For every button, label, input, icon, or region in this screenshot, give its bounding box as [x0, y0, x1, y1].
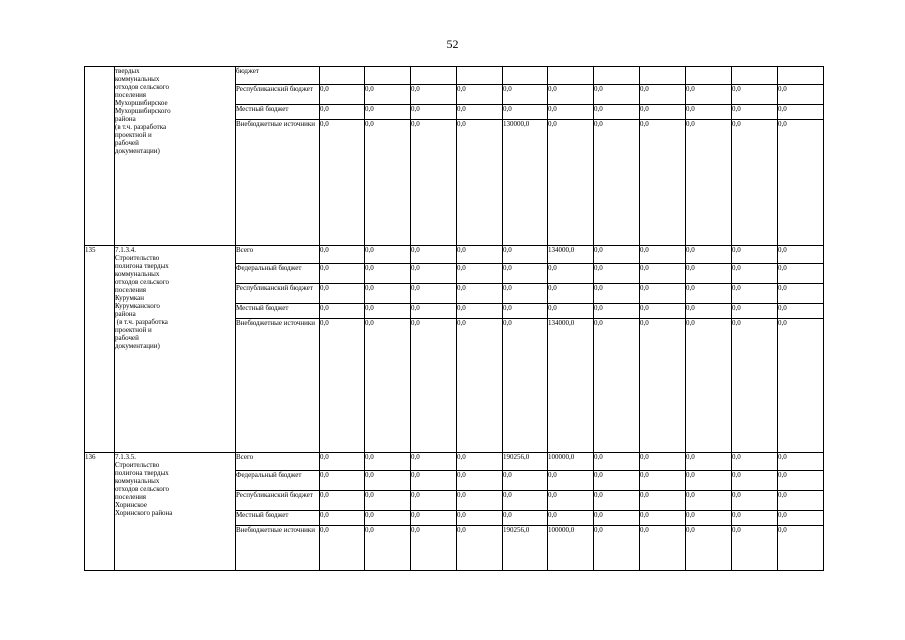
measure-name-line: коммунальных — [115, 477, 160, 485]
value-cell: 0,0 — [732, 471, 778, 491]
measure-name-line: коммунальных — [115, 270, 160, 278]
value-cell: 0,0 — [320, 526, 365, 571]
value-cell: 0,0 — [503, 319, 548, 453]
value-cell: 0,0 — [686, 491, 732, 511]
value-cell: 0,0 — [457, 105, 503, 120]
table-row — [85, 453, 824, 471]
measure-name-line: полигона твердых — [115, 262, 169, 270]
value-cell: 0,0 — [686, 304, 732, 319]
value-cell: 0,0 — [365, 120, 411, 246]
value-cell: 100000,0 — [548, 453, 594, 471]
value-cell: 0,0 — [686, 120, 732, 246]
value-cell: 0,0 — [457, 471, 503, 491]
value-cell: 0,0 — [732, 511, 778, 526]
funding-source: Республиканский бюджет — [236, 491, 320, 511]
value-cell: 0,0 — [732, 304, 778, 319]
value-cell: 0,0 — [594, 491, 640, 511]
funding-source: Внебюджетные источники — [236, 319, 320, 453]
value-cell: 0,0 — [778, 284, 824, 304]
measure-name-line: Строительство — [115, 461, 160, 469]
value-cell: 0,0 — [365, 453, 411, 471]
value-cell: 0,0 — [640, 264, 686, 284]
value-cell: 0,0 — [548, 284, 594, 304]
value-cell: 0,0 — [457, 319, 503, 453]
measure-name — [115, 246, 236, 453]
value-cell: 0,0 — [594, 471, 640, 491]
measure-code: 7.1.3.4. — [115, 246, 136, 254]
value-cell: 0,0 — [503, 284, 548, 304]
value-cell: 0,0 — [778, 304, 824, 319]
value-cell: 0,0 — [411, 85, 457, 105]
funding-source: Федеральный бюджет — [236, 471, 320, 491]
value-cell: 0,0 — [503, 264, 548, 284]
measure-name-line: отходов сельского — [115, 278, 169, 286]
value-cell — [457, 67, 503, 85]
measure-name-line: проектной и — [115, 131, 152, 139]
value-cell: 0,0 — [411, 264, 457, 284]
value-cell — [365, 67, 411, 85]
value-cell: 0,0 — [594, 85, 640, 105]
table-body — [85, 67, 824, 571]
funding-source: Республиканский бюджет — [236, 284, 320, 304]
measure-name-line: Хоринского района — [115, 509, 173, 517]
value-cell: 0,0 — [548, 304, 594, 319]
value-cell: 0,0 — [365, 491, 411, 511]
measure-name-line: проектной и — [115, 326, 152, 334]
value-cell: 0,0 — [778, 120, 824, 246]
value-cell: 0,0 — [640, 85, 686, 105]
value-cell: 0,0 — [503, 471, 548, 491]
value-cell: 0,0 — [778, 264, 824, 284]
value-cell: 0,0 — [320, 284, 365, 304]
measure-name-line: Мухоршибирского — [115, 107, 171, 115]
measure-name-line: поселения — [115, 286, 147, 294]
value-cell: 0,0 — [411, 471, 457, 491]
value-cell: 0,0 — [778, 491, 824, 511]
value-cell: 0,0 — [640, 304, 686, 319]
value-cell: 0,0 — [732, 264, 778, 284]
value-cell: 0,0 — [320, 319, 365, 453]
value-cell: 0,0 — [594, 511, 640, 526]
value-cell: 0,0 — [457, 246, 503, 264]
value-cell: 0,0 — [320, 246, 365, 264]
value-cell: 0,0 — [594, 453, 640, 471]
value-cell: 0,0 — [320, 453, 365, 471]
value-cell: 0,0 — [548, 120, 594, 246]
value-cell — [686, 67, 732, 85]
value-cell: 0,0 — [411, 105, 457, 120]
value-cell: 0,0 — [457, 453, 503, 471]
measure-name-line: рабочей — [115, 334, 139, 342]
value-cell: 0,0 — [411, 511, 457, 526]
value-cell: 0,0 — [457, 304, 503, 319]
value-cell: 0,0 — [778, 471, 824, 491]
value-cell: 0,0 — [640, 105, 686, 120]
page-number: 52 — [446, 37, 459, 51]
value-cell: 0,0 — [411, 284, 457, 304]
value-cell: 0,0 — [320, 491, 365, 511]
value-cell: 0,0 — [320, 471, 365, 491]
measure-name-line: твердых — [115, 67, 140, 75]
funding-source: Внебюджетные источники — [236, 120, 320, 246]
value-cell — [732, 67, 778, 85]
measure-name-line: Курумканского — [115, 302, 160, 310]
value-cell: 0,0 — [640, 491, 686, 511]
measure-name-line: рабочей — [115, 139, 139, 147]
funding-source: Всего — [236, 453, 320, 471]
value-cell: 0,0 — [732, 453, 778, 471]
value-cell: 0,0 — [732, 491, 778, 511]
value-cell: 0,0 — [457, 264, 503, 284]
value-cell: 0,0 — [778, 319, 824, 453]
value-cell: 0,0 — [320, 85, 365, 105]
value-cell: 0,0 — [640, 120, 686, 246]
value-cell: 0,0 — [640, 319, 686, 453]
value-cell: 0,0 — [457, 284, 503, 304]
value-cell: 0,0 — [503, 85, 548, 105]
value-cell: 0,0 — [365, 471, 411, 491]
value-cell: 0,0 — [411, 491, 457, 511]
value-cell: 0,0 — [548, 264, 594, 284]
value-cell: 190256,0 — [503, 453, 548, 471]
value-cell: 0,0 — [320, 304, 365, 319]
value-cell — [594, 67, 640, 85]
value-cell: 0,0 — [548, 105, 594, 120]
value-cell: 0,0 — [732, 526, 778, 571]
measure-name-line: Хоринское — [115, 501, 147, 509]
value-cell: 0,0 — [457, 491, 503, 511]
measure-name — [115, 67, 236, 246]
value-cell: 0,0 — [594, 304, 640, 319]
value-cell: 0,0 — [640, 453, 686, 471]
value-cell: 0,0 — [503, 304, 548, 319]
value-cell: 0,0 — [365, 284, 411, 304]
value-cell: 0,0 — [411, 246, 457, 264]
measure-name-line: поселения — [115, 91, 147, 99]
measure-name-line: района — [115, 115, 136, 123]
value-cell: 0,0 — [411, 304, 457, 319]
measure-name-line: коммунальных — [115, 75, 160, 83]
value-cell — [503, 67, 548, 85]
row-number: 136 — [85, 453, 115, 571]
value-cell: 134000,0 — [548, 319, 594, 453]
funding-source: бюджет — [236, 67, 320, 85]
row-number — [85, 67, 115, 246]
funding-source: Внебюджетные источники — [236, 526, 320, 571]
value-cell: 190256,0 — [503, 526, 548, 571]
measure-name-line: (в т.ч. разработка — [115, 318, 168, 326]
value-cell — [640, 67, 686, 85]
measure-name-line: отходов сельского — [115, 83, 169, 91]
funding-source: Всего — [236, 246, 320, 264]
measure-name-line: района — [115, 310, 136, 318]
value-cell: 0,0 — [503, 511, 548, 526]
measure-name-line: Мухоршибирское — [115, 99, 168, 107]
funding-source: Местный бюджет — [236, 304, 320, 319]
value-cell: 0,0 — [457, 526, 503, 571]
value-cell: 130000,0 — [503, 120, 548, 246]
measure-name — [115, 453, 236, 571]
value-cell: 0,0 — [686, 246, 732, 264]
value-cell: 0,0 — [548, 511, 594, 526]
measure-name-line: отходов сельского — [115, 485, 169, 493]
value-cell: 0,0 — [778, 85, 824, 105]
measure-name-line: Курумкан — [115, 294, 145, 302]
measure-name-line: документации) — [115, 342, 160, 350]
value-cell: 0,0 — [594, 120, 640, 246]
value-cell: 100000,0 — [548, 526, 594, 571]
measure-name-line: документации) — [115, 147, 160, 155]
value-cell: 0,0 — [594, 105, 640, 120]
value-cell: 0,0 — [686, 526, 732, 571]
value-cell: 0,0 — [548, 491, 594, 511]
value-cell: 0,0 — [732, 319, 778, 453]
value-cell: 0,0 — [320, 120, 365, 246]
value-cell — [411, 67, 457, 85]
value-cell: 0,0 — [594, 284, 640, 304]
value-cell: 0,0 — [778, 526, 824, 571]
value-cell: 0,0 — [503, 246, 548, 264]
value-cell: 0,0 — [686, 511, 732, 526]
funding-source: Республиканский бюджет — [236, 85, 320, 105]
measure-code: 7.1.3.5. — [115, 453, 136, 461]
value-cell: 0,0 — [411, 453, 457, 471]
value-cell: 0,0 — [503, 105, 548, 120]
value-cell: 0,0 — [365, 526, 411, 571]
budget-table — [84, 66, 824, 571]
value-cell: 0,0 — [411, 120, 457, 246]
value-cell: 0,0 — [686, 471, 732, 491]
funding-source: Федеральный бюджет — [236, 264, 320, 284]
funding-source: Местный бюджет — [236, 511, 320, 526]
value-cell: 0,0 — [320, 105, 365, 120]
value-cell: 0,0 — [640, 526, 686, 571]
value-cell — [548, 67, 594, 85]
value-cell: 0,0 — [365, 85, 411, 105]
value-cell: 0,0 — [640, 511, 686, 526]
measure-name-line: поселения — [115, 493, 147, 501]
value-cell: 0,0 — [365, 264, 411, 284]
row-number: 135 — [85, 246, 115, 453]
value-cell: 0,0 — [686, 264, 732, 284]
value-cell: 0,0 — [686, 453, 732, 471]
value-cell: 0,0 — [686, 85, 732, 105]
value-cell: 0,0 — [365, 105, 411, 120]
value-cell: 0,0 — [686, 284, 732, 304]
measure-name-line: (в т.ч. разработка — [115, 123, 167, 131]
value-cell: 0,0 — [594, 246, 640, 264]
table-row — [85, 246, 824, 264]
value-cell: 0,0 — [732, 120, 778, 246]
value-cell: 0,0 — [778, 105, 824, 120]
value-cell: 0,0 — [548, 85, 594, 105]
value-cell: 0,0 — [686, 319, 732, 453]
value-cell: 0,0 — [457, 120, 503, 246]
value-cell — [320, 67, 365, 85]
value-cell: 0,0 — [365, 319, 411, 453]
value-cell: 0,0 — [640, 246, 686, 264]
value-cell: 0,0 — [411, 526, 457, 571]
value-cell: 0,0 — [732, 246, 778, 264]
value-cell: 0,0 — [732, 105, 778, 120]
value-cell: 0,0 — [732, 284, 778, 304]
value-cell: 0,0 — [640, 284, 686, 304]
value-cell: 0,0 — [365, 246, 411, 264]
value-cell: 0,0 — [640, 471, 686, 491]
value-cell: 0,0 — [778, 453, 824, 471]
value-cell: 0,0 — [457, 511, 503, 526]
funding-source: Местный бюджет — [236, 105, 320, 120]
value-cell: 0,0 — [365, 304, 411, 319]
value-cell — [778, 67, 824, 85]
table-row — [85, 67, 824, 85]
value-cell: 0,0 — [594, 526, 640, 571]
value-cell: 0,0 — [732, 85, 778, 105]
value-cell: 0,0 — [320, 511, 365, 526]
value-cell: 0,0 — [778, 246, 824, 264]
value-cell: 0,0 — [503, 491, 548, 511]
value-cell: 0,0 — [365, 511, 411, 526]
value-cell: 0,0 — [457, 85, 503, 105]
value-cell: 0,0 — [548, 471, 594, 491]
value-cell: 0,0 — [594, 264, 640, 284]
value-cell: 134000,0 — [548, 246, 594, 264]
measure-name-line: Строительство — [115, 254, 160, 262]
value-cell: 0,0 — [686, 105, 732, 120]
value-cell: 0,0 — [778, 511, 824, 526]
measure-name-line: полигона твердых — [115, 469, 169, 477]
value-cell: 0,0 — [594, 319, 640, 453]
value-cell: 0,0 — [320, 264, 365, 284]
value-cell: 0,0 — [411, 319, 457, 453]
